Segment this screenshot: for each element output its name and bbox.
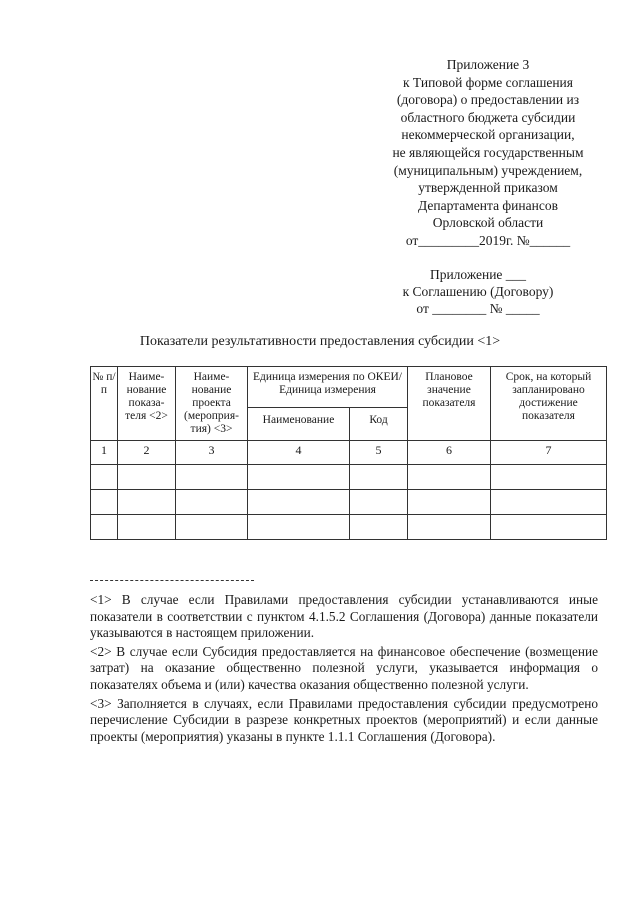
column-number: 6 xyxy=(408,441,491,465)
agreement-appendix-line: к Соглашению (Договору) xyxy=(402,284,554,299)
header-project-name: Наиме-нование проекта (мероприя-тия) <3> xyxy=(176,367,248,441)
appendix-header-line: Приложение 3 xyxy=(446,57,530,72)
header-planned-value: Плановое значение показателя xyxy=(408,367,491,441)
table-cell xyxy=(408,515,491,540)
table-row xyxy=(91,465,607,490)
table-cell xyxy=(176,465,248,490)
header-unit-group: Единица измерения по ОКЕИ/Единица измерения xyxy=(248,367,408,408)
table-cell xyxy=(91,490,118,515)
table-cell xyxy=(408,490,491,515)
footnotes xyxy=(90,592,598,747)
appendix-header-line: от_________2019г. №______ xyxy=(405,232,571,248)
table-cell xyxy=(491,490,607,515)
indicators-table xyxy=(90,366,607,540)
appendix-header-line: утвержденной приказом xyxy=(418,180,558,196)
appendix-header-line: (муниципальным) учреждением, xyxy=(393,162,583,178)
appendix-header xyxy=(362,56,614,250)
table-cell xyxy=(350,490,408,515)
column-number: 1 xyxy=(91,441,118,465)
appendix-header-line: Департамента финансов xyxy=(418,197,558,213)
table-cell xyxy=(91,465,118,490)
column-number: 5 xyxy=(350,441,408,465)
agreement-appendix-line: Приложение ___ xyxy=(429,267,527,282)
appendix-header-line: к Типовой форме соглашения xyxy=(403,74,573,90)
agreement-appendix xyxy=(378,266,578,317)
appendix-header-line: Орловской области xyxy=(432,215,544,231)
table-cell xyxy=(248,490,350,515)
appendix-header-line: не являющейся государственным xyxy=(392,144,584,160)
header-indicator-name: Наиме-нование показа-теля <2> xyxy=(118,367,176,441)
header-deadline: Срок, на который запланировано достижение показателя xyxy=(491,367,607,441)
table-cell xyxy=(408,465,491,490)
header-unit-name: Наименование xyxy=(248,408,350,441)
header-unit-code: Код xyxy=(350,408,408,441)
footnote-divider xyxy=(90,580,254,581)
column-number: 3 xyxy=(176,441,248,465)
table-cell xyxy=(118,515,176,540)
page-title: Показатели результативности предоставления субсидии <1> xyxy=(139,334,501,349)
table-cell xyxy=(176,515,248,540)
table-row xyxy=(91,515,607,540)
table-cell xyxy=(118,465,176,490)
table-cell xyxy=(176,490,248,515)
appendix-header-line: (договора) о предоставлении из xyxy=(396,92,580,108)
table-cell xyxy=(491,465,607,490)
table-cell xyxy=(350,465,408,490)
table-cell xyxy=(350,515,408,540)
table-cell xyxy=(491,515,607,540)
column-number-row xyxy=(91,441,607,465)
footnote: <1> В случае если Правилами предоставления субсидии устанавливаются иные показатели в соответствии с пунктом 4.1.5.2 Соглашения (Договора) данные показатели указываются в настоящем приложении. xyxy=(90,592,598,641)
table-row xyxy=(91,490,607,515)
column-number: 2 xyxy=(118,441,176,465)
appendix-header-line: областного бюджета субсидии xyxy=(400,109,576,125)
table-cell xyxy=(118,490,176,515)
footnote: <2> В случае если Субсидия предоставляется на финансовое обеспечение (возмещение затрат) на оказание общественно полезной услуги, указывается информация о показателях объема и (или) качества оказания общественно полезной услуги. xyxy=(90,643,598,692)
appendix-header-line: некоммерческой организации, xyxy=(401,127,575,143)
agreement-appendix-line: от ________ № _____ xyxy=(416,301,540,316)
table-cell xyxy=(248,465,350,490)
table-cell xyxy=(91,515,118,540)
footnote: <3> Заполняется в случаях, если Правилами предоставления субсидии предусмотрено перечисление Субсидии в разрезе конкретных проектов (мероприятий) и если данные проекты (мероприятия) указаны в пункте 1.1.1 Соглашения (Договора). xyxy=(90,695,598,744)
table-cell xyxy=(248,515,350,540)
column-number: 4 xyxy=(248,441,350,465)
column-number: 7 xyxy=(491,441,607,465)
header-row-number: № п/п xyxy=(91,367,118,441)
